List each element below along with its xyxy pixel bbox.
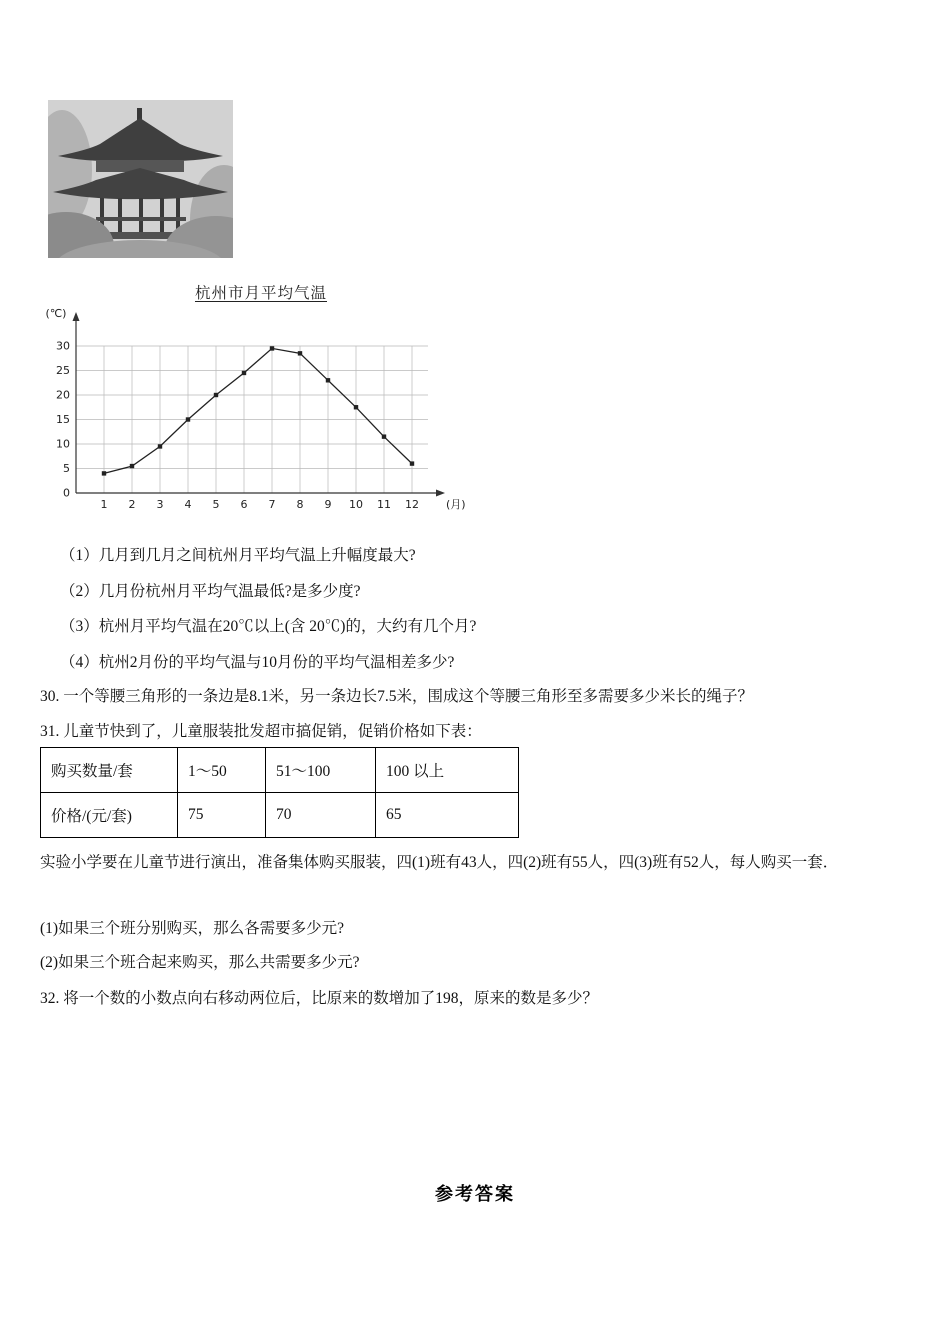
temperature-line-chart <box>40 305 510 523</box>
table-row-price <box>41 793 519 838</box>
svg-text:1: 1 <box>100 498 108 511</box>
svg-text:9: 9 <box>324 498 332 511</box>
pavilion-illustration <box>48 100 233 258</box>
svg-text:10: 10 <box>56 437 70 451</box>
pavilion-photo <box>48 100 233 258</box>
question-29-sub1: （1）几月到几月之间杭州月平均气温上升幅度最大? <box>60 547 416 564</box>
svg-text:6: 6 <box>240 498 248 511</box>
table-cell: 70 <box>266 793 376 838</box>
question-30: 30. 一个等腰三角形的一条边是8.1米，另一条边长7.5米，围成这个等腰三角形至多需要多少米长的绳子？ <box>40 688 754 705</box>
question-29-sub3: （3）杭州月平均气温在20℃以上(含 20℃)的，大约有几个月? <box>60 618 477 635</box>
svg-text:0: 0 <box>63 486 70 500</box>
svg-text:10: 10 <box>349 498 363 511</box>
svg-text:25: 25 <box>56 364 70 377</box>
svg-text:3: 3 <box>156 498 164 511</box>
temperature-chart <box>40 281 510 523</box>
table-row-quantity <box>41 748 519 793</box>
svg-text:2: 2 <box>128 498 136 511</box>
table-cell: 65 <box>376 793 519 838</box>
table-cell: 100 以上 <box>376 748 519 793</box>
question-31-sub2: (2)如果三个班合起来购买，那么共需要多少元? <box>40 954 360 971</box>
svg-text:30: 30 <box>56 339 70 353</box>
svg-text:20: 20 <box>56 388 70 402</box>
table-cell: 75 <box>178 793 266 838</box>
question-32: 32. 将一个数的小数点向右移动两位后，比原来的数增加了198，原来的数是多少？ <box>40 990 599 1007</box>
svg-text:5: 5 <box>63 462 70 475</box>
svg-text:(月): (月) <box>446 498 466 511</box>
table-cell: 购买数量/套 <box>41 748 178 793</box>
question-29-sub4: （4）杭州2月份的平均气温与10月份的平均气温相差多少? <box>60 654 455 671</box>
table-cell: 1～50 <box>178 748 266 793</box>
svg-text:15: 15 <box>56 413 70 426</box>
question-29-sub2: （2）几月份杭州月平均气温最低?是多少度? <box>60 583 361 600</box>
table-cell: 价格/(元/套) <box>41 793 178 838</box>
question-31-body: 实验小学要在儿童节进行演出，准备集体购买服装，四(1)班有43人，四(2)班有55人，四(3)班有52人，每人购买一套． <box>40 854 839 871</box>
svg-text:4: 4 <box>184 498 192 511</box>
svg-text:11: 11 <box>377 498 391 511</box>
svg-text:5: 5 <box>212 498 220 511</box>
svg-text:7: 7 <box>268 498 276 511</box>
price-table <box>40 747 519 838</box>
svg-text:12: 12 <box>405 498 419 511</box>
question-31-sub1: (1)如果三个班分别购买，那么各需要多少元? <box>40 920 344 937</box>
svg-text:8: 8 <box>296 498 304 511</box>
svg-text:(℃): (℃) <box>45 307 67 320</box>
table-cell: 51～100 <box>266 748 376 793</box>
chart-title: 杭州市月平均气温 <box>194 285 327 302</box>
question-31-intro: 31. 儿童节快到了，儿童服装批发超市搞促销，促销价格如下表： <box>40 723 482 740</box>
answers-heading: 参考答案 <box>435 1184 515 1204</box>
